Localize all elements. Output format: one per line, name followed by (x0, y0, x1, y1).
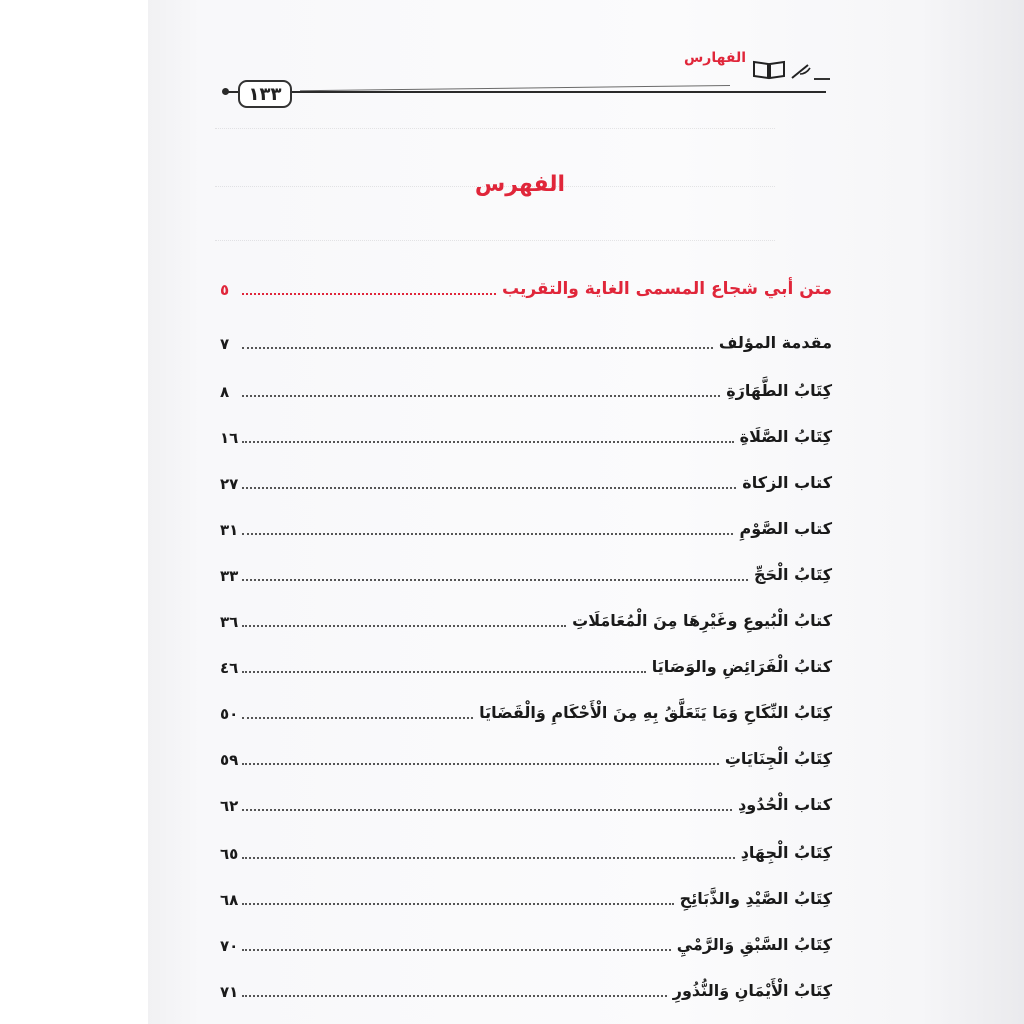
entry-page-number: ٥ (220, 281, 230, 299)
index-entry (220, 548, 832, 586)
entry-title: كتاب الصَّوْمِ (739, 519, 832, 538)
header-rule (226, 91, 826, 93)
quill-pen-icon (790, 62, 812, 84)
entry-page-number: ٣٦ (220, 613, 239, 631)
dot-leader (242, 486, 736, 489)
entry-title: مقدمة المؤلف (718, 333, 832, 352)
index-entry (220, 262, 832, 300)
entry-title: كِتَابُ الطَّهَارَةِ (726, 381, 832, 400)
entry-title: متن أبي شجاع المسمى الغاية والتقريب (501, 279, 832, 299)
entry-page-number: ٧ (220, 335, 230, 353)
running-title: الفهارس (683, 50, 746, 66)
dot-leader (242, 578, 748, 581)
show-through-line (215, 128, 775, 139)
index-entry (220, 640, 832, 678)
index-entry (220, 594, 832, 632)
entry-title: كِتَابُ الصَّيْدِ والذَّبَائِحِ (679, 889, 832, 908)
entry-title: كتابُ الْفَرَائِضِ والوَصَايَا (651, 657, 832, 676)
header-rule-dot (222, 88, 229, 95)
dot-leader (242, 346, 713, 349)
entry-title: كِتَابُ النِّكَاحِ وَمَا يَتَعَلَّقُ بِهِ مِنَ الْأَحْكَامِ وَالْقَضَايَا (479, 703, 832, 722)
entry-page-number: ٥٩ (220, 751, 239, 769)
dot-leader (242, 856, 735, 859)
index-entry (220, 918, 832, 956)
entry-page-number: ١٦ (220, 429, 239, 447)
entry-title: كتاب الزكاة (742, 473, 832, 492)
entry-page-number: ٣١ (220, 521, 239, 539)
index-entry (220, 826, 832, 864)
entry-page-number: ٦٨ (220, 891, 239, 909)
index-entry (220, 872, 832, 910)
index-entry (220, 456, 832, 494)
index-entry (220, 502, 832, 540)
index-entry (220, 732, 832, 770)
entry-page-number: ٣٣ (220, 567, 239, 585)
dot-leader (242, 394, 720, 397)
index-entry (220, 364, 832, 402)
entry-page-number: ٢٧ (220, 475, 239, 493)
index-entry (220, 316, 832, 354)
open-book-icon (752, 58, 786, 84)
index-entry (220, 410, 832, 448)
dot-leader (242, 292, 496, 295)
entry-page-number: ٨ (220, 383, 230, 401)
entry-title: كِتَابُ الْجِنَايَاتِ (724, 749, 832, 768)
entry-title: كِتَابُ الْأَيْمَانِ وَالنُّذُورِ (672, 981, 832, 1000)
entry-page-number: ٦٢ (220, 797, 239, 815)
index-entry (220, 686, 832, 724)
entry-page-number: ٧١ (220, 983, 239, 1001)
index-entry (220, 964, 832, 1002)
dot-leader (242, 716, 473, 719)
page-title: الفهرس (474, 172, 566, 197)
entry-page-number: ٤٦ (220, 659, 239, 677)
dot-leader (242, 532, 733, 535)
entry-title: كِتَابُ الْحَجِّ (753, 565, 832, 584)
dot-leader (242, 624, 566, 627)
dot-leader (242, 762, 719, 765)
index-entry (220, 778, 832, 816)
dot-leader (242, 670, 646, 673)
entry-title: كتابُ الْبُيوعِ وغَيْرِهَا مِنَ الْمُعَامَلَاتِ (572, 611, 832, 630)
dot-leader (242, 902, 674, 905)
dot-leader (242, 808, 732, 811)
header-dash (814, 78, 830, 80)
dot-leader (242, 994, 667, 997)
dot-leader (242, 440, 734, 443)
entry-title: كِتَابُ السَّبْقِ وَالرَّمْيِ (676, 935, 832, 954)
page-number: ١٣٣ (238, 80, 292, 108)
entry-title: كِتَابُ الصَّلَاةِ (739, 427, 832, 446)
entry-page-number: ٦٥ (220, 845, 239, 863)
dot-leader (242, 948, 671, 951)
show-through-line (215, 240, 775, 251)
entry-title: كتاب الْحُدُودِ (738, 795, 832, 814)
entry-page-number: ٧٠ (220, 937, 239, 955)
entry-title: كِتَابُ الْجِهَادِ (740, 843, 832, 862)
entry-page-number: ٥٠ (220, 705, 239, 723)
